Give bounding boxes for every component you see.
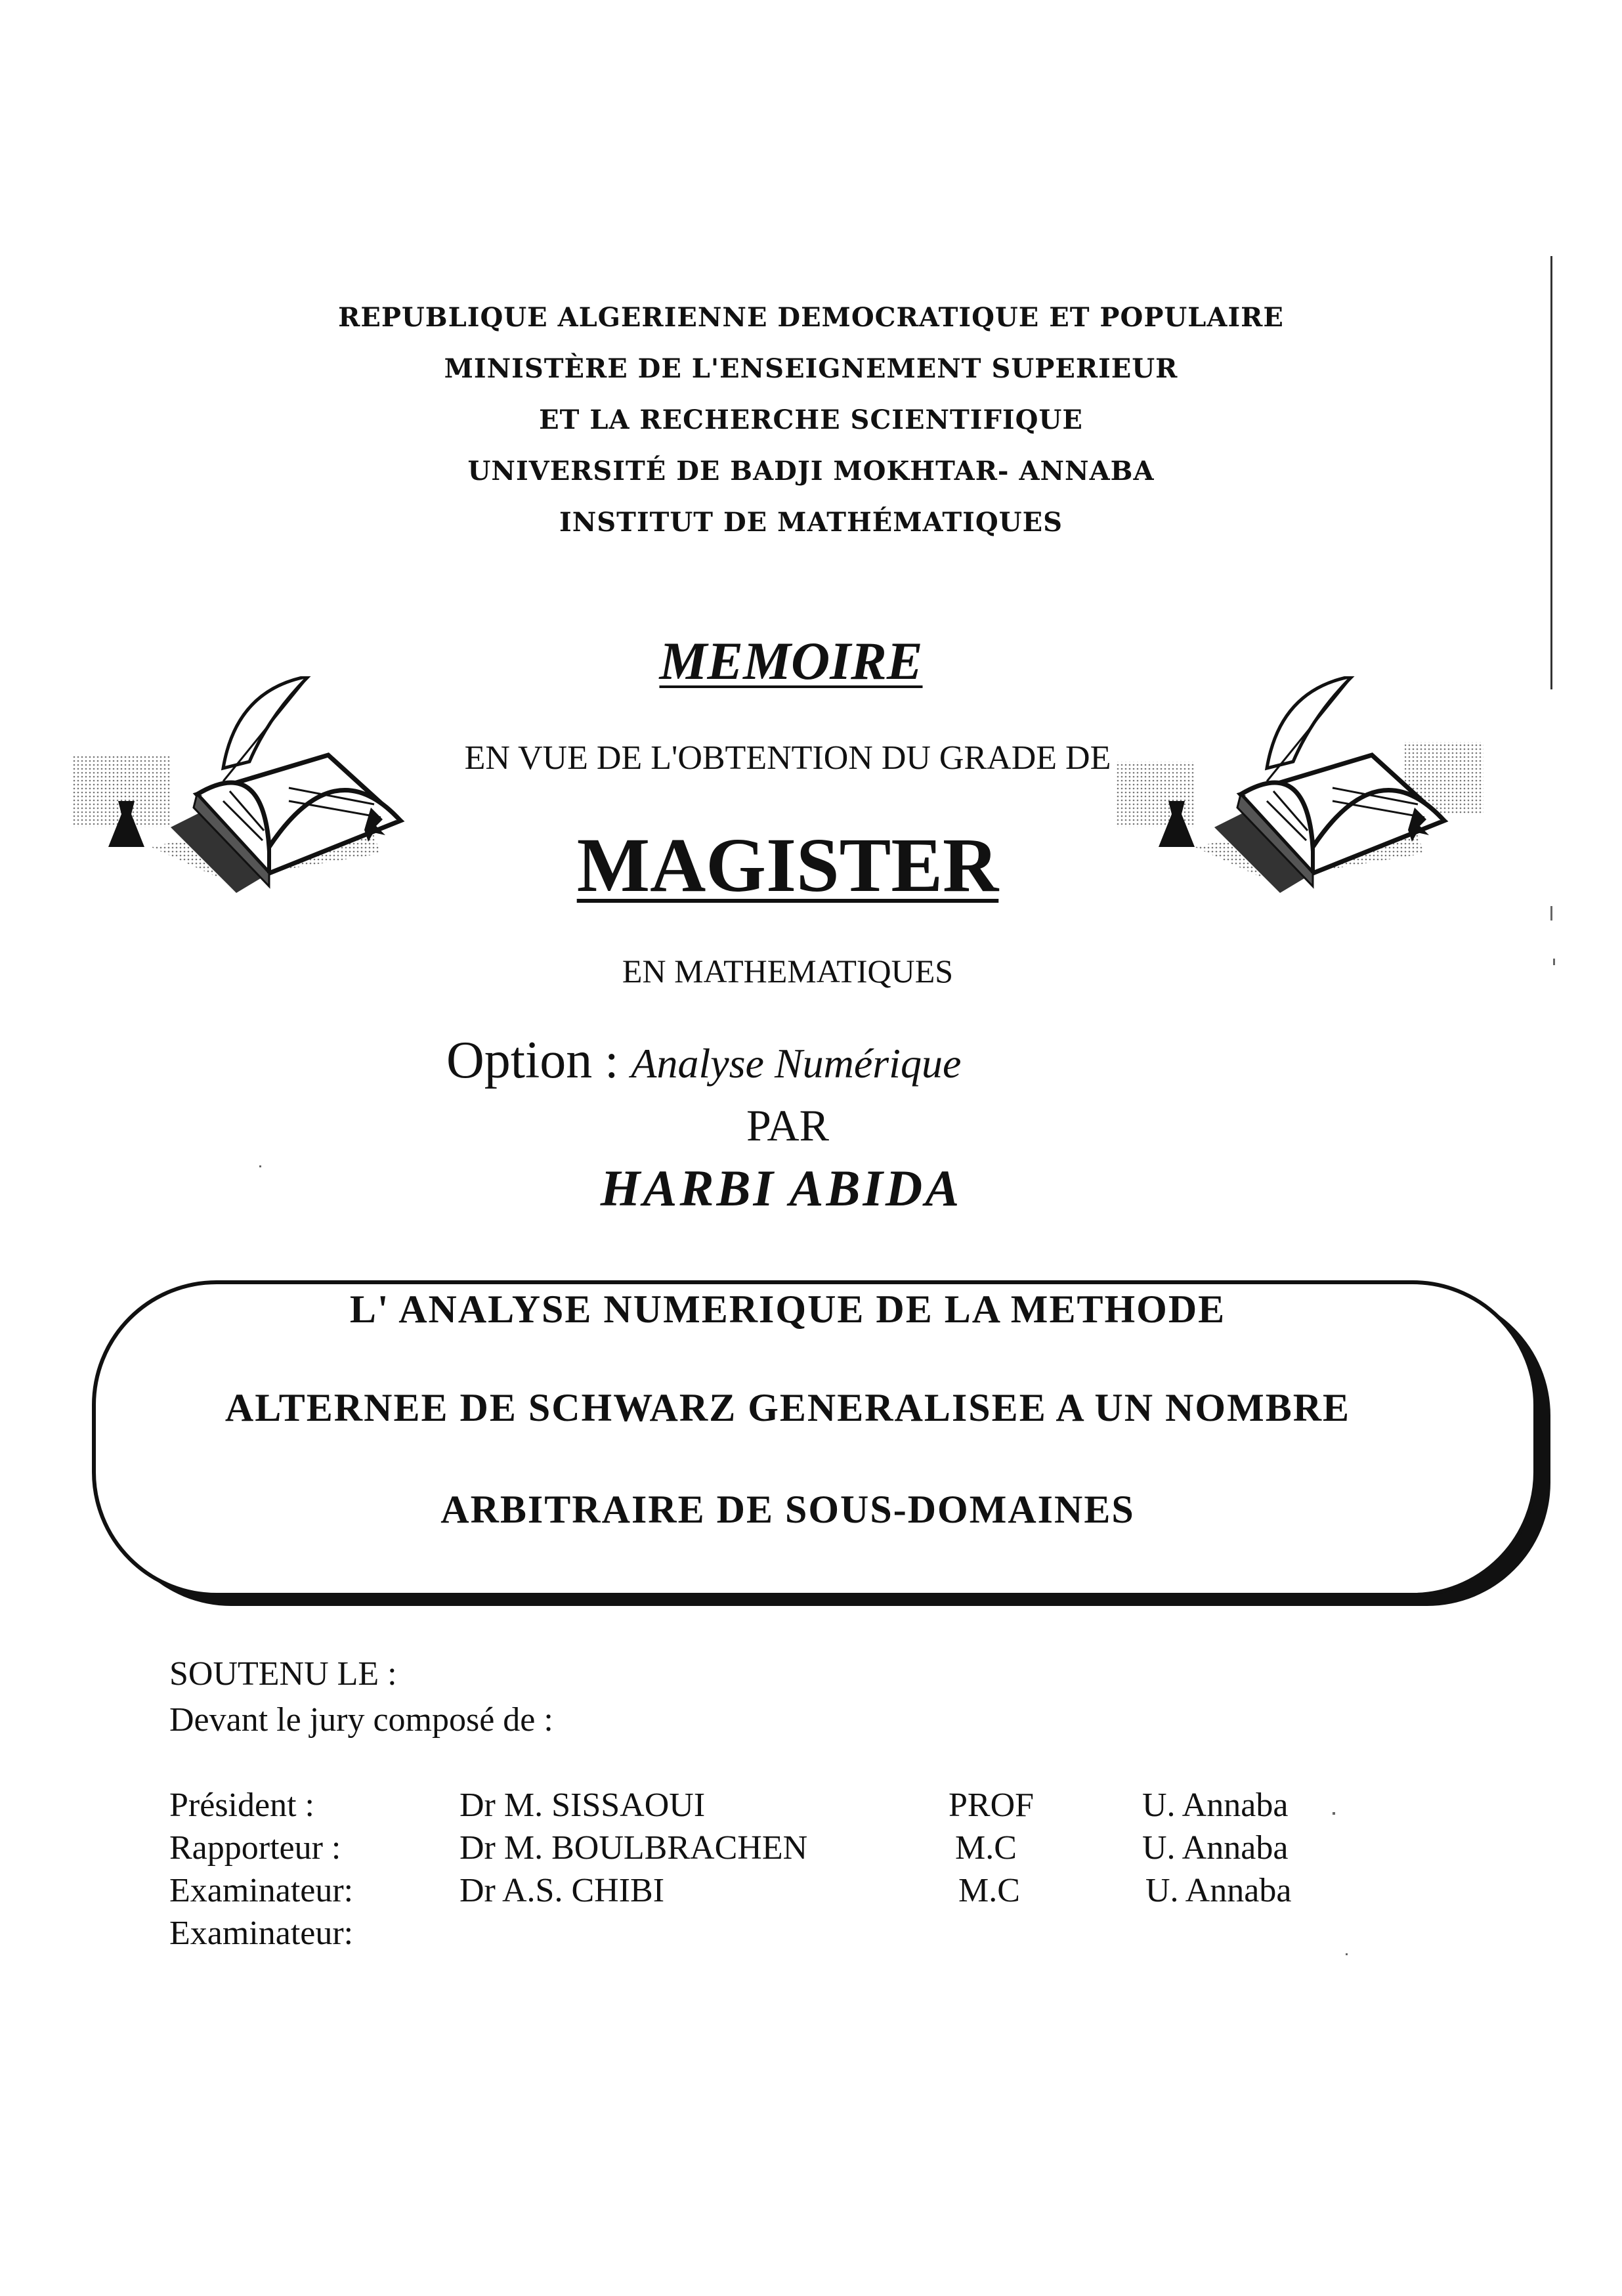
header-institute: INSTITUT DE MATHÉMATIQUES <box>559 507 1063 538</box>
jury-member-grade: M.C <box>955 1829 1017 1867</box>
soutenu-label: SOUTENU LE : <box>169 1655 397 1693</box>
jury-member-university: U. Annaba <box>1142 1829 1289 1867</box>
obtention-text: EN VUE DE L'OBTENTION DU GRADE DE <box>464 739 1111 777</box>
jury-intro: Devant le jury composé de : <box>169 1701 553 1739</box>
jury-role: Rapporteur : <box>169 1829 341 1867</box>
option-line <box>446 1031 961 1091</box>
scan-speck <box>1333 1812 1335 1815</box>
option-label: Option <box>446 1031 593 1089</box>
header-research: ET LA RECHERCHE SCIENTIFIQUE <box>539 404 1083 435</box>
jury-role: Examinateur: <box>169 1872 354 1909</box>
header-university: UNIVERSITÉ DE BADJI MOKHTAR- ANNABA <box>467 456 1155 487</box>
jury-member-name: Dr M. SISSAOUI <box>459 1787 706 1824</box>
discipline-text: EN MATHEMATIQUES <box>622 953 954 989</box>
memoire-heading: MEMOIRE <box>659 631 923 691</box>
thesis-title-line-3: ARBITRAIRE DE SOUS-DOMAINES <box>440 1488 1135 1531</box>
jury-member-university: U. Annaba <box>1142 1787 1289 1824</box>
option-value: Analyse Numérique <box>631 1040 962 1087</box>
thesis-title-line-1: L' ANALYSE NUMERIQUE DE LA METHODE <box>349 1288 1226 1331</box>
jury-role: Examinateur: <box>169 1915 354 1952</box>
par-text: PAR <box>746 1100 830 1150</box>
option-separator: : <box>592 1033 631 1089</box>
author-name: HARBI ABIDA <box>600 1159 962 1217</box>
jury-member-grade: PROF <box>949 1787 1035 1824</box>
jury-member-name: Dr M. BOULBRACHEN <box>459 1829 808 1867</box>
header-ministry: MINISTÈRE DE L'ENSEIGNEMENT SUPERIEUR <box>444 353 1178 384</box>
jury-member-university: U. Annaba <box>1145 1872 1292 1909</box>
thesis-title-line-2: ALTERNEE DE SCHWARZ GENERALISEE A UN NOMBRE <box>224 1386 1351 1429</box>
jury-member-grade: M.C <box>958 1872 1020 1909</box>
grade-title: MAGISTER <box>576 822 999 908</box>
header-republic: REPUBLIQUE ALGERIENNE DEMOCRATIQUE ET POPULAIRE <box>338 302 1284 333</box>
scan-speck <box>1346 1953 1348 1955</box>
jury-role: Président : <box>169 1787 314 1824</box>
jury-member-name: Dr A.S. CHIBI <box>459 1872 665 1909</box>
